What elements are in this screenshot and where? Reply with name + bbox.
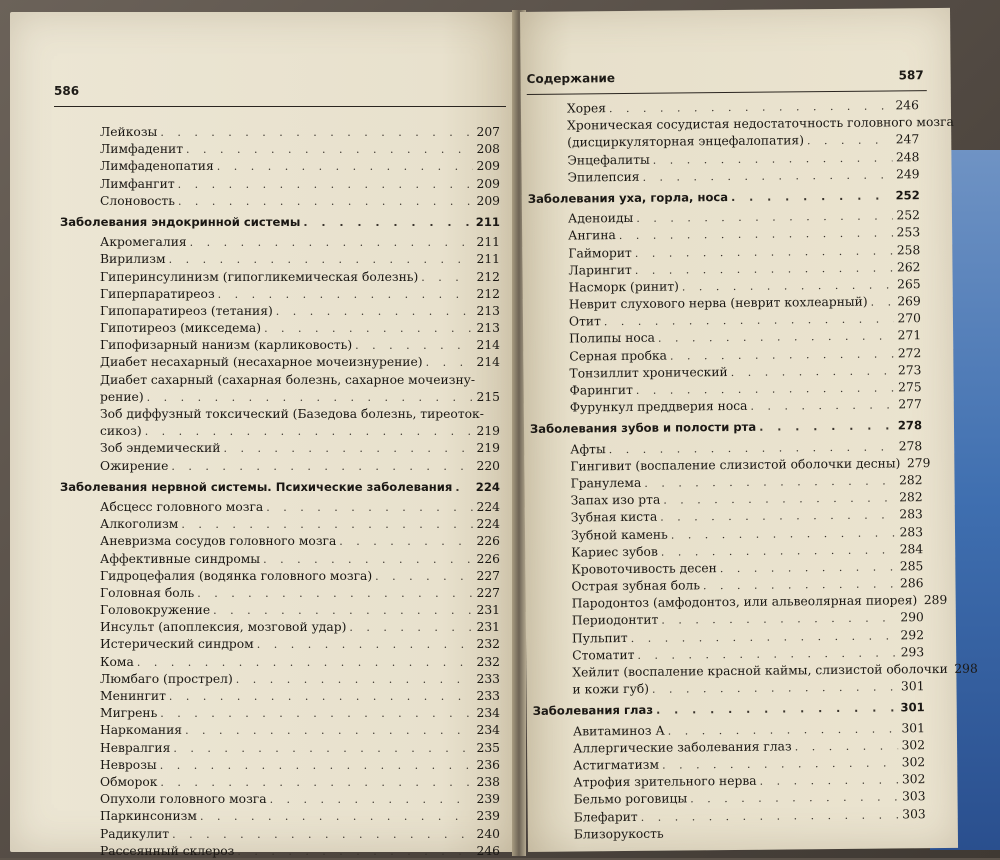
toc-entry-row <box>60 337 500 354</box>
toc-section-row <box>60 214 500 231</box>
toc-entry-row <box>60 568 500 585</box>
toc-entry-title: Неврозы <box>100 757 160 774</box>
toc-entry-title: Кома <box>100 654 137 671</box>
toc-page-number: 234 <box>473 722 500 739</box>
toc-page-number: 279 <box>903 455 930 472</box>
toc-entry-title: Заболевания эндокринной системы <box>60 214 303 231</box>
left-page <box>10 12 518 852</box>
toc-page-number: 226 <box>473 551 500 568</box>
toc-entry-title: Полипы носа <box>569 330 658 348</box>
toc-leader-dots <box>276 303 473 320</box>
toc-page-number: 269 <box>894 293 921 310</box>
toc-entry-title: Хроническая сосудистая недостаточность головного мозга <box>567 114 957 135</box>
toc-entry-title: Пародонтоз (амфодонтоз, или альвеолярная пиорея) <box>572 592 921 613</box>
toc-page-number: 289 <box>920 592 947 609</box>
toc-entry-title: Наркомания <box>100 722 185 739</box>
toc-entry-row <box>60 619 500 636</box>
toc-entry-title: Блефарит <box>574 808 641 826</box>
toc-leader-dots <box>455 479 472 496</box>
toc-entry-row <box>532 678 924 699</box>
toc-entry-title: Аффективные синдромы <box>100 551 263 568</box>
toc-leader-dots <box>173 740 473 757</box>
toc-page-number: 248 <box>892 149 919 166</box>
toc-entry-title: Заболевания зубов и полости рта <box>530 419 759 438</box>
toc-leader-dots <box>181 516 473 533</box>
toc-entry-title: Заболевания нервной системы. Психические заболевания <box>60 479 455 496</box>
toc-entry-title: Запах изо рта <box>571 492 664 510</box>
toc-leader-dots <box>652 679 898 699</box>
toc-page-number: 209 <box>473 176 500 193</box>
toc-page-number: 278 <box>895 438 922 455</box>
toc-page-number: 207 <box>473 124 500 141</box>
toc-page-number: 211 <box>473 234 500 251</box>
toc-leader-dots <box>731 362 895 381</box>
toc-leader-dots <box>270 791 473 808</box>
toc-leader-dots <box>185 722 473 739</box>
toc-page-number: 277 <box>895 396 922 413</box>
toc-entry-row <box>60 423 500 440</box>
toc-leader-dots <box>137 654 473 671</box>
toc-entry-title: Ожирение <box>100 458 171 475</box>
toc-page-number: 208 <box>473 141 500 158</box>
toc-page-number: 231 <box>473 619 500 636</box>
toc-entry-row <box>60 458 500 475</box>
toc-entry-row <box>60 654 500 671</box>
toc-entry-row <box>60 774 500 791</box>
toc-entry-title: Гидроцефалия (водянка головного мозга) <box>100 568 375 585</box>
toc-page-number: 302 <box>898 771 925 788</box>
toc-page-number: 252 <box>893 207 920 224</box>
toc-leader-dots <box>178 193 473 210</box>
toc-entry-title: Фурункул преддверия носа <box>570 398 751 417</box>
toc-page-number: 224 <box>473 479 500 496</box>
toc-entry-title: Абсцесс головного мозга <box>100 499 266 516</box>
toc-leader-dots <box>178 176 473 193</box>
left-page-number: 586 <box>54 84 79 98</box>
toc-entry-row <box>60 124 500 141</box>
toc-entry-title: Насморк (ринит) <box>569 278 682 296</box>
toc-page-number: 215 <box>473 389 500 406</box>
toc-entry-title: Слоновость <box>100 193 178 210</box>
toc-entry-title: Лейкозы <box>100 124 160 141</box>
toc-entry-title: Фарингит <box>570 382 636 400</box>
toc-entry-title: рение) <box>100 389 147 406</box>
toc-page-number: 282 <box>895 472 922 489</box>
toc-entry-row <box>60 389 500 406</box>
toc-leader-dots <box>682 276 894 295</box>
toc-leader-dots <box>197 585 473 602</box>
toc-entry-row <box>60 193 500 210</box>
toc-entry-title: Бельмо роговицы <box>573 791 690 809</box>
toc-leader-dots <box>807 132 892 150</box>
toc-leader-dots <box>656 700 898 720</box>
toc-page-number: 227 <box>473 585 500 602</box>
toc-page-number: 232 <box>473 636 500 653</box>
toc-page-number: 227 <box>473 568 500 585</box>
toc-entry-title: Акромегалия <box>100 234 190 251</box>
left-header-rule <box>54 106 506 107</box>
toc-entry-row <box>60 551 500 568</box>
toc-page-number: 233 <box>473 671 500 688</box>
toc-leader-dots <box>670 345 894 364</box>
toc-leader-dots <box>759 418 895 437</box>
toc-leader-dots <box>426 354 473 371</box>
toc-entry-title: Истерический синдром <box>100 636 257 653</box>
toc-entry-title: Зоб эндемический <box>100 440 223 457</box>
toc-section-row <box>528 187 920 208</box>
toc-entry-row <box>60 808 500 825</box>
toc-entry-row <box>60 158 500 175</box>
toc-page-number: 303 <box>899 806 926 823</box>
toc-entry-row <box>60 826 500 843</box>
toc-entry-title: Менингит <box>100 688 169 705</box>
toc-entry-row <box>60 320 500 337</box>
toc-page-number: 239 <box>473 791 500 808</box>
toc-entry-title: Гайморит <box>568 244 635 262</box>
toc-leader-dots <box>257 636 473 653</box>
toc-leader-dots <box>172 826 473 843</box>
toc-entry-row <box>60 406 500 423</box>
toc-page-number: 214 <box>473 354 500 371</box>
right-toc-list <box>527 97 926 844</box>
toc-leader-dots <box>169 688 473 705</box>
toc-page-number: 301 <box>898 720 925 737</box>
toc-page-number: 209 <box>473 193 500 210</box>
toc-page-number: 239 <box>473 808 500 825</box>
toc-entry-row <box>60 688 500 705</box>
toc-entry-title: Лимфаденит <box>100 141 186 158</box>
toc-entry-title: Зубной камень <box>571 526 671 544</box>
toc-entry-title: Обморок <box>100 774 160 791</box>
toc-page-number: 302 <box>898 754 925 771</box>
toc-entry-title: Зубная киста <box>571 509 661 527</box>
toc-entry-title: Кровоточивость десен <box>571 560 720 579</box>
toc-entry-title: Гранулема <box>570 475 644 493</box>
toc-page-number: 273 <box>894 362 921 379</box>
toc-entry-title: Отит <box>569 313 604 331</box>
toc-entry-title: Аденоиды <box>568 210 636 228</box>
toc-entry-title: Ларингит <box>568 262 634 280</box>
toc-leader-dots <box>731 187 893 206</box>
toc-leader-dots <box>266 499 473 516</box>
toc-leader-dots <box>421 269 473 286</box>
toc-entry-title: Хорея <box>567 100 609 118</box>
toc-entry-title: Афты <box>570 441 609 459</box>
toc-entry-title: Близорукость <box>574 825 667 843</box>
toc-entry-title: Гиперпаратиреоз <box>100 286 218 303</box>
toc-leader-dots <box>160 705 473 722</box>
toc-entry-title: Авитаминоз А <box>573 722 668 740</box>
toc-page-number: 246 <box>892 97 919 114</box>
toc-entry-row <box>60 671 500 688</box>
toc-leader-dots <box>217 158 473 175</box>
toc-leader-dots <box>339 533 473 550</box>
toc-page-number: 292 <box>897 627 924 644</box>
toc-leader-dots <box>147 389 473 406</box>
toc-entry-row <box>60 757 500 774</box>
toc-leader-dots <box>760 772 899 791</box>
toc-entry-title: Хейлит (воспаление красной каймы, слизистой оболочки <box>572 661 951 682</box>
toc-entry-title: (дисциркуляторная энцефалопатия) <box>567 133 807 153</box>
toc-page-number: 262 <box>893 259 920 276</box>
toc-entry-title: и кожи губ) <box>572 681 652 699</box>
toc-entry-row <box>528 166 920 187</box>
toc-leader-dots <box>663 490 896 509</box>
toc-leader-dots <box>750 397 895 416</box>
toc-page-number: 238 <box>473 774 500 791</box>
toc-leader-dots <box>213 602 473 619</box>
toc-leader-dots <box>160 124 473 141</box>
toc-entry-title: Неврит слухового нерва (неврит кохлеарный) <box>569 294 871 314</box>
toc-entry-title: Атрофия зрительного нерва <box>573 773 759 792</box>
toc-leader-dots <box>223 440 473 457</box>
toc-entry-row <box>60 533 500 550</box>
toc-leader-dots <box>200 808 473 825</box>
toc-page-number: 231 <box>473 602 500 619</box>
toc-entry-title: Диабет сахарный (сахарная болезнь, сахарное мочеизну- <box>100 372 478 389</box>
toc-entry-title: Лимфаденопатия <box>100 158 217 175</box>
toc-leader-dots <box>218 286 473 303</box>
toc-page-number: 278 <box>895 418 922 435</box>
toc-entry-row <box>60 372 500 389</box>
toc-entry-row <box>60 354 500 371</box>
toc-page-number: 285 <box>896 558 923 575</box>
toc-page-number: 213 <box>473 320 500 337</box>
toc-page-number: 303 <box>898 788 925 805</box>
toc-entry-title: Серная пробка <box>569 347 670 365</box>
toc-entry-title: Гингивит (воспаление слизистой оболочки десны) <box>570 455 903 475</box>
toc-entry-title: Кариес зубов <box>571 543 661 561</box>
toc-entry-row <box>60 516 500 533</box>
toc-leader-dots <box>355 337 473 354</box>
toc-entry-row <box>60 791 500 808</box>
toc-leader-dots <box>642 166 892 186</box>
toc-leader-dots <box>671 524 896 543</box>
toc-entry-row <box>60 705 500 722</box>
toc-page-number: 232 <box>473 654 500 671</box>
toc-page-number: 214 <box>473 337 500 354</box>
toc-entry-title: Энцефалиты <box>567 151 653 169</box>
toc-leader-dots <box>264 320 473 337</box>
toc-page-number: 271 <box>894 328 921 345</box>
toc-page-number: 219 <box>473 440 500 457</box>
toc-entry-title: Ангина <box>568 227 619 245</box>
toc-entry-title: Тонзиллит хронический <box>569 364 730 383</box>
toc-page-number: 284 <box>896 541 923 558</box>
toc-page-number: 211 <box>473 214 500 231</box>
toc-page-number: 224 <box>473 499 500 516</box>
toc-section-row <box>530 418 922 439</box>
toc-entry-title: Головная боль <box>100 585 197 602</box>
toc-entry-row <box>60 499 500 516</box>
toc-leader-dots <box>375 568 473 585</box>
toc-entry-title: Заболевания уха, горла, носа <box>528 189 731 208</box>
toc-page-number: 240 <box>473 826 500 843</box>
toc-page-number: 270 <box>894 310 921 327</box>
toc-entry-title: Невралгия <box>100 740 173 757</box>
toc-page-number: 249 <box>892 166 919 183</box>
toc-entry-row <box>60 636 500 653</box>
toc-entry-title: Паркинсонизм <box>100 808 200 825</box>
toc-entry-title: сикоз) <box>100 423 145 440</box>
toc-leader-dots <box>171 458 473 475</box>
right-header-title: Содержание <box>527 71 615 86</box>
toc-section-row <box>533 700 925 721</box>
toc-leader-dots <box>186 141 473 158</box>
toc-page-number: 234 <box>473 705 500 722</box>
toc-leader-dots <box>160 774 473 791</box>
toc-entry-title: Гипофизарный нанизм (карликовость) <box>100 337 355 354</box>
toc-page-number: 275 <box>895 379 922 396</box>
toc-page-number: 258 <box>893 242 920 259</box>
toc-leader-dots <box>263 551 473 568</box>
toc-page-number: 235 <box>473 740 500 757</box>
toc-entry-title: Астигматизм <box>573 757 662 775</box>
right-page-wrap <box>520 8 958 852</box>
toc-page-number: 236 <box>473 757 500 774</box>
toc-page-number: 212 <box>473 286 500 303</box>
toc-entry-title: Лимфангит <box>100 176 178 193</box>
toc-entry-row <box>60 269 500 286</box>
toc-entry-row <box>60 740 500 757</box>
toc-page-number: 212 <box>473 269 500 286</box>
toc-entry-title: Инсульт (апоплексия, мозговой удар) <box>100 619 349 636</box>
toc-entry-row <box>530 396 922 417</box>
toc-page-number: 272 <box>894 345 921 362</box>
toc-section-row <box>60 479 500 496</box>
toc-entry-title: Аллергические заболевания глаз <box>573 738 795 757</box>
toc-page-number: 253 <box>893 224 920 241</box>
toc-entry-title: Зоб диффузный токсический (Базедова болезнь, тиреоток- <box>100 406 487 423</box>
toc-entry-row <box>60 303 500 320</box>
toc-page-number: 252 <box>892 187 919 204</box>
toc-page-number: 213 <box>473 303 500 320</box>
toc-page-number: 265 <box>894 276 921 293</box>
toc-page-number: 302 <box>898 737 925 754</box>
toc-leader-dots <box>160 757 473 774</box>
toc-entry-row <box>60 602 500 619</box>
toc-page-number: 233 <box>473 688 500 705</box>
toc-entry-title: Стоматит <box>572 647 637 665</box>
toc-entry-title: Острая зубная боль <box>571 577 703 595</box>
toc-leader-dots <box>871 293 894 310</box>
toc-page-number: 247 <box>892 132 919 149</box>
toc-page-number: 224 <box>473 516 500 533</box>
toc-entry-title: Периодонтит <box>572 612 662 630</box>
toc-page-number: 246 <box>473 843 500 860</box>
toc-page-number: 226 <box>473 533 500 550</box>
toc-entry-title: Аневризма сосудов головного мозга <box>100 533 339 550</box>
toc-page-number: 282 <box>896 489 923 506</box>
toc-page-number: 301 <box>897 700 924 717</box>
toc-entry-title: Рассеянный склероз <box>100 843 237 860</box>
toc-entry-row <box>60 176 500 193</box>
toc-entry-row <box>60 286 500 303</box>
toc-entry-title: Заболевания глаз <box>533 702 657 720</box>
toc-entry-title: Опухоли головного мозга <box>100 791 270 808</box>
toc-page-number: 283 <box>896 524 923 541</box>
toc-entry-title: Алкоголизм <box>100 516 181 533</box>
toc-entry-title: Гиперинсулинизм (гипогликемическая болезнь) <box>100 269 421 286</box>
toc-entry-title: Люмбаго (прострел) <box>100 671 236 688</box>
toc-entry-row <box>60 141 500 158</box>
right-page-number: 587 <box>899 68 924 82</box>
toc-page-number: 219 <box>473 423 500 440</box>
toc-leader-dots <box>795 737 899 755</box>
toc-entry-row <box>60 234 500 251</box>
toc-entry-title: Радикулит <box>100 826 172 843</box>
toc-leader-dots <box>668 720 898 739</box>
toc-leader-dots <box>169 251 473 268</box>
toc-entry-title: Мигрень <box>100 705 160 722</box>
toc-page-number: 209 <box>473 158 500 175</box>
toc-page-number: 293 <box>897 644 924 661</box>
toc-page-number: 220 <box>473 458 500 475</box>
toc-entry-title: Эпилепсия <box>568 169 643 187</box>
toc-entry-title: Вирилизм <box>100 251 169 268</box>
toc-entry-title: Гипотиреоз (микседема) <box>100 320 264 337</box>
toc-leader-dots <box>349 619 473 636</box>
toc-leader-dots <box>690 789 899 808</box>
left-toc-list <box>60 124 500 860</box>
toc-page-number: 301 <box>897 678 924 695</box>
toc-entry-row <box>60 585 500 602</box>
toc-entry-title: Головокружение <box>100 602 213 619</box>
toc-leader-dots <box>236 671 473 688</box>
toc-entry-title: Диабет несахарный (несахарное мочеизнурение) <box>100 354 426 371</box>
toc-leader-dots <box>703 575 897 594</box>
toc-page-number: 298 <box>951 661 978 678</box>
toc-entry-title: Пульпит <box>572 630 631 648</box>
toc-page-number: 211 <box>473 251 500 268</box>
toc-entry-row <box>60 251 500 268</box>
toc-leader-dots <box>720 558 897 577</box>
toc-page-number: 286 <box>896 575 923 592</box>
toc-leader-dots <box>237 843 473 860</box>
toc-entry-title: Гипопаратиреоз (тетания) <box>100 303 276 320</box>
toc-entry-row <box>60 440 500 457</box>
toc-leader-dots <box>145 423 473 440</box>
toc-page-number: 290 <box>897 610 924 627</box>
toc-entry-row <box>60 843 500 860</box>
toc-entry-row <box>60 722 500 739</box>
toc-page-number: 283 <box>896 506 923 523</box>
toc-leader-dots <box>190 234 473 251</box>
toc-leader-dots <box>303 214 472 231</box>
